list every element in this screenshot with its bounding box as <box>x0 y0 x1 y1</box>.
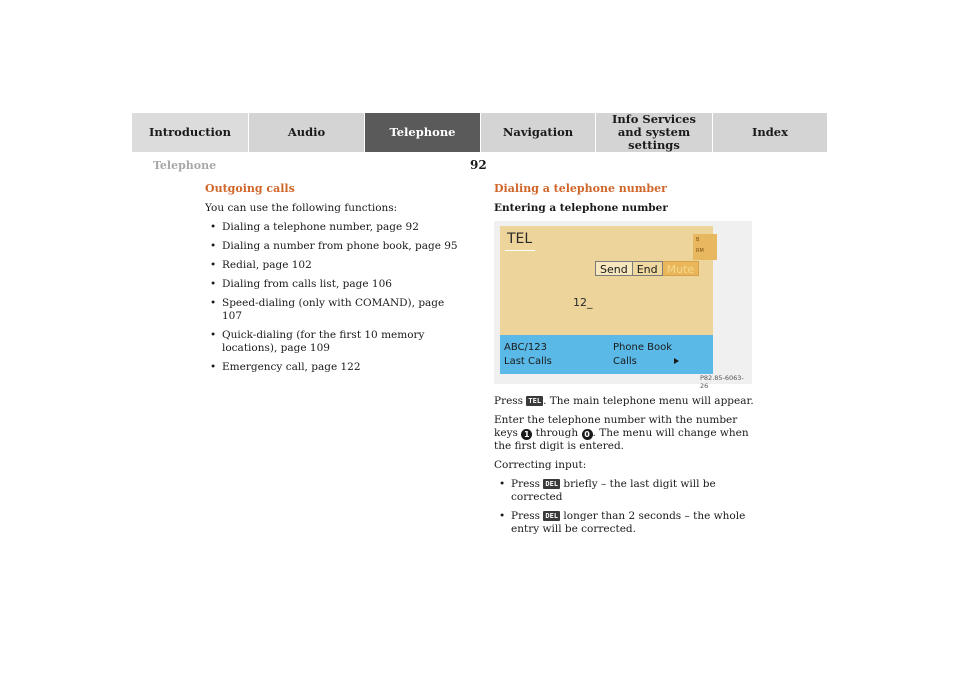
enter-number-paragraph <box>494 414 764 453</box>
softkey-calls[interactable]: Calls <box>613 356 637 367</box>
function-list <box>205 221 467 374</box>
tab-label: Audio <box>287 125 326 139</box>
tab-audio[interactable] <box>248 113 364 152</box>
softkey-abc123[interactable]: ABC/123 <box>504 342 547 353</box>
list-item: • Quick-dialing (for the first 10 memory locations), page 109 <box>205 329 467 355</box>
list-item: • Dialing from calls list, page 106 <box>205 278 467 291</box>
del-key-icon: DEL <box>545 480 559 488</box>
tab-label: Navigation <box>502 125 574 139</box>
tab-info-services[interactable] <box>595 113 712 152</box>
instructions <box>494 395 764 542</box>
tab-telephone[interactable] <box>364 113 480 152</box>
number-key-0-icon: 0 <box>582 429 593 440</box>
tab-label: Info Services and system settings <box>612 112 696 152</box>
screen-title: TEL <box>507 231 533 247</box>
text: Press <box>511 510 541 522</box>
section-label: Telephone <box>153 159 217 172</box>
press-tel-paragraph <box>494 395 764 408</box>
send-button[interactable]: Send <box>595 261 633 276</box>
title-underline <box>505 250 535 251</box>
text: longer than 2 seconds – the whole entry will be corrected. <box>511 510 746 535</box>
page-number: 92 <box>470 158 487 172</box>
outgoing-calls-section <box>205 182 467 380</box>
softkey-last-calls[interactable]: Last Calls <box>504 356 552 367</box>
list-item: • Dialing a number from phone book, page 95 <box>205 240 467 253</box>
dialing-heading: Dialing a telephone number <box>494 182 667 195</box>
end-button[interactable]: End <box>633 261 663 276</box>
chapter-tab-bar <box>132 113 827 152</box>
text: . The main telephone menu will appear. <box>543 395 754 407</box>
list-item: • Redial, page 102 <box>205 259 467 272</box>
dialing-section <box>494 182 764 221</box>
softkey-phone-book[interactable]: Phone Book <box>613 342 673 353</box>
arrow-right-icon <box>674 358 679 364</box>
outgoing-calls-heading: Outgoing calls <box>205 182 295 195</box>
tel-key-icon: TEL <box>528 397 542 405</box>
text: . The menu will change when the first digit is entered. <box>494 427 749 452</box>
tab-label: Telephone <box>389 125 456 139</box>
del-key-icon: DEL <box>545 512 559 520</box>
status-badge: B <box>696 237 700 243</box>
status-badges <box>693 234 717 260</box>
correcting-label: Correcting input: <box>494 459 587 471</box>
mute-button[interactable]: Mute <box>663 261 700 276</box>
entered-number: 12_ <box>573 296 593 309</box>
list-item <box>494 510 764 536</box>
tab-label: Index <box>752 125 788 139</box>
text: Press <box>494 395 524 407</box>
list-item: • Dialing a telephone number, page 92 <box>205 221 467 234</box>
outgoing-intro: You can use the following functions: <box>205 202 398 214</box>
text: Enter the telephone number with the number keys <box>494 414 738 439</box>
list-item: • Speed-dialing (only with COMAND), page 107 <box>205 297 467 323</box>
tab-navigation[interactable] <box>480 113 595 152</box>
figure-caption: P82.85-6063-26 <box>700 374 744 390</box>
status-badge: RM <box>696 248 704 254</box>
tab-label: Introduction <box>149 125 231 139</box>
text: briefly – the last digit will be corrected <box>511 478 716 503</box>
text: Press <box>511 478 541 490</box>
tab-introduction[interactable] <box>132 113 248 152</box>
call-buttons <box>595 261 699 276</box>
number-key-1-icon: 1 <box>521 429 532 440</box>
tab-index[interactable] <box>712 113 827 152</box>
telephone-screen-illustration <box>494 221 752 390</box>
screen-softkey-bar <box>500 335 713 374</box>
text: through <box>535 427 579 439</box>
list-item: • Emergency call, page 122 <box>205 361 467 374</box>
correction-list <box>494 478 764 536</box>
entering-number-subheading: Entering a telephone number <box>494 202 668 214</box>
list-item <box>494 478 764 504</box>
